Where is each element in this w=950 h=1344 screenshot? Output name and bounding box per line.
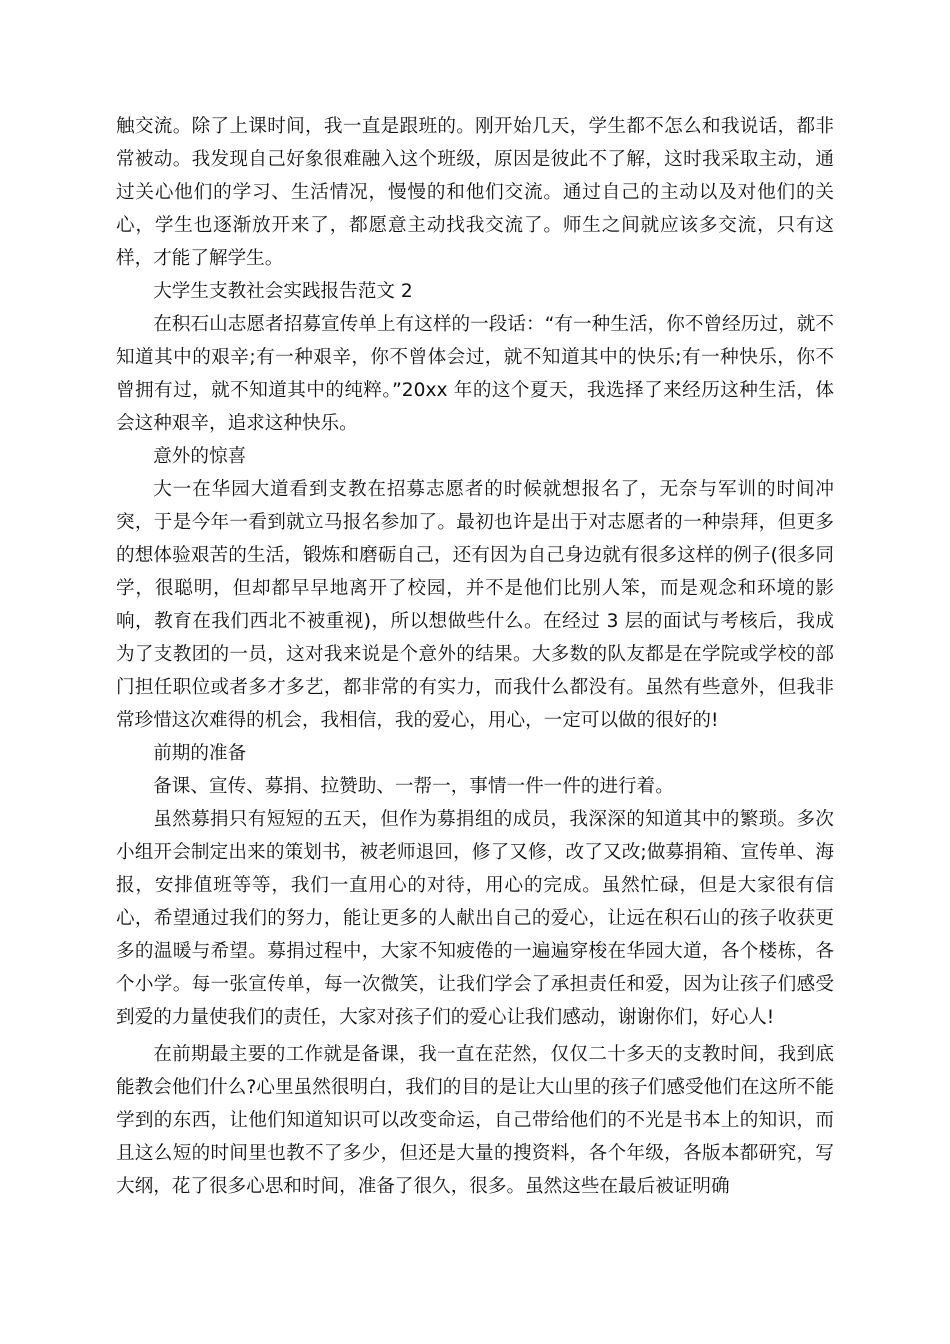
section-heading-report-2: 大学生支教社会实践报告范文 2	[153, 281, 413, 302]
paragraph-intro: 在积石山志愿者招募宣传单上有这样的一段话：“有一种生活，你不曾经历过，就不知道其中的艰辛;有一种艰辛，你不曾体会过，就不知道其中的快乐;有一种快乐，你不曾拥有过，就不知道其中的纯粹。”20xx 年的这个夏天，我选择了来经历这种生活，体会这种艰辛，追求这种快乐。	[116, 314, 834, 434]
section-heading-preparation: 前期的准备	[153, 743, 247, 764]
document-page	[116, 110, 834, 1203]
paragraph-lesson-prep: 在前期最主要的工作就是备课，我一直在茫然，仅仅二十多天的支教时间，我到底能教会他们什么?心里虽然很明白，我们的目的是让大山里的孩子们感受他们在这所不能学到的东西，让他们知道知识可以改变命运，自己带给他们的不光是书本上的知识，而且这么短的时间里也教不了多少，但还是大量的搜资料，各个年级，各版本都研究，写大纲，花了很多心思和时间，准备了很久，很多。虽然这些在最后被证明确	[116, 1044, 834, 1197]
paragraph-fundraising: 虽然募捐只有短短的五天，但作为募捐组的成员，我深深的知道其中的繁琐。多次小组开会制定出来的策划书，被老师退回，修了又修，改了又改;做募捐箱、宣传单、海报，安排值班等等，我们一直用心的对待，用心的完成。虽然忙碌，但是大家很有信心，希望通过我们的努力，能让更多的人献出自己的爱心，让远在积石山的孩子收获更多的温暖与希望。募捐过程中，大家不知疲倦的一遍遍穿梭在华园大道，各个楼栋，各个小学。每一张宣传单，每一次微笑，让我们学会了承担责任和爱，因为让孩子们感受到爱的力量使我们的责任，大家对孩子们的爱心让我们感动，谢谢你们，好心人!	[116, 809, 834, 1028]
paragraph-surprise: 大一在华园大道看到支教在招募志愿者的时候就想报名了，无奈与军训的时间冲突，于是今年一看到就立马报名参加了。最初也许是出于对志愿者的一种崇拜，但更多的想体验艰苦的生活，锻炼和磨砺自己，还有因为自己身边就有很多这样的例子(很多同学，很聪明，但却都早早地离开了校园，并不是他们比别人笨，而是观念和环境的影响，教育在我们西北不被重视)，所以想做些什么。在经过 3 层的面试与考核后，我成为了支教团的一员，这对我来说是个意外的结果。大多数的队友都是在学院或学校的部门担任职位或者多才多艺，都非常的有实力，而我什么都没有。虽然有些意外，但我非常珍惜这次难得的机会，我相信，我的爱心，用心，一定可以做的很好的!	[116, 479, 834, 731]
paragraph-continuation: 触交流。除了上课时间，我一直是跟班的。刚开始几天，学生都不怎么和我说话，都非常被动。我发现自己好象很难融入这个班级，原因是彼此不了解，这时我采取主动，通过关心他们的学习、生活情况，慢慢的和他们交流。通过自己的主动以及对他们的关心，学生也逐渐放开来了，都愿意主动找我交流了。师生之间就应该多交流，只有这样，才能了解学生。	[116, 116, 834, 269]
section-heading-surprise: 意外的惊喜	[153, 446, 247, 467]
paragraph-tasks: 备课、宣传、募捐、拉赞助、一帮一，事情一件一件的进行着。	[153, 776, 674, 797]
